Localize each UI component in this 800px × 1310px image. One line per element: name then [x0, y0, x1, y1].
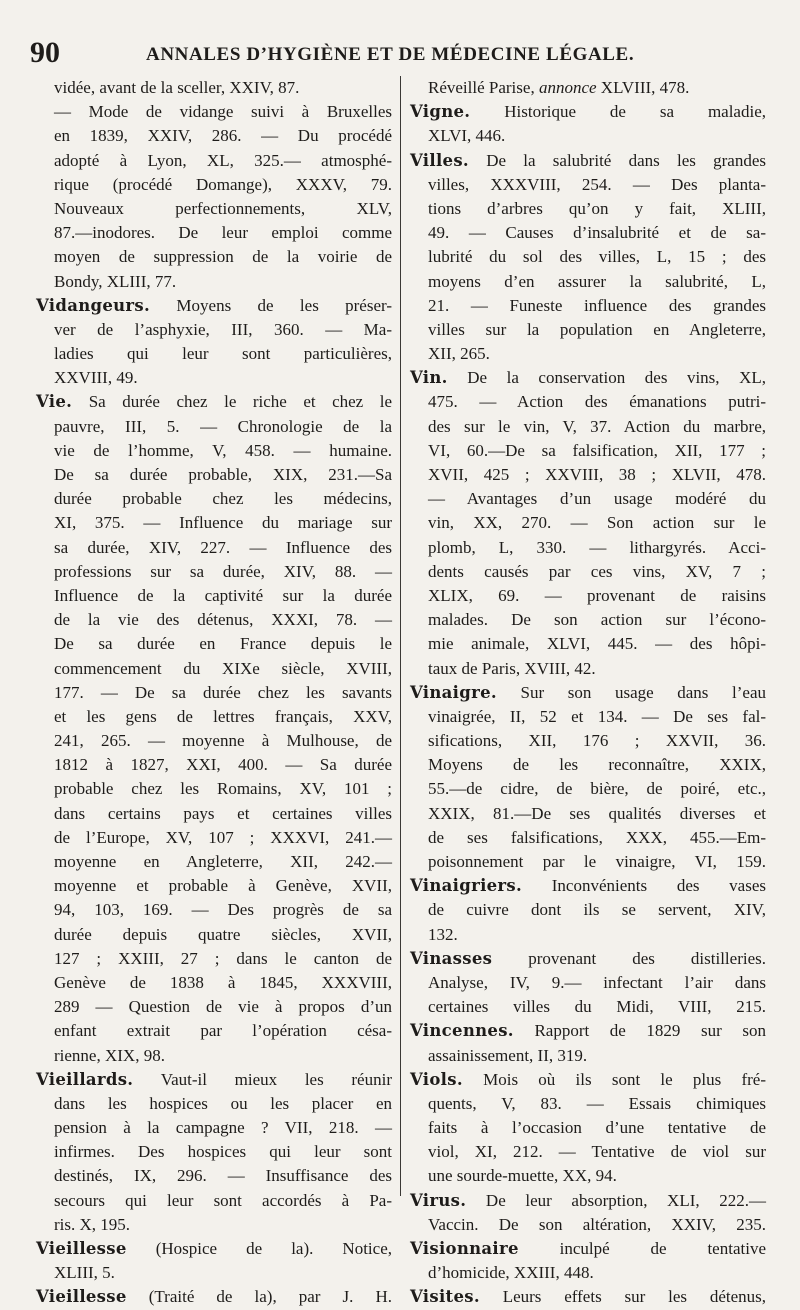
index-entry-text: ladies qui leur sont particulières, — [54, 344, 392, 364]
index-entry-text: de l’Europe, XV, 107 ; XXXVI, 241.— — [54, 827, 392, 847]
index-entry-line — [410, 802, 766, 826]
index-entry-line — [410, 415, 766, 439]
index-entry-line — [36, 342, 392, 366]
index-entry-line — [36, 874, 392, 898]
index-entry-headword-line — [36, 1068, 392, 1092]
index-entry-text: moyenne et probable à Genève, XVII, — [54, 876, 392, 896]
index-entry-line — [36, 560, 392, 584]
index-entry-text: pauvre, III, 5. — Chronologie de la — [54, 416, 392, 436]
index-entry-line — [36, 221, 392, 245]
index-entry-text: 475. — Action des émanations putri- — [428, 392, 766, 412]
index-entry-line — [410, 76, 766, 100]
index-entry-line — [410, 632, 766, 656]
index-entry-text: professions sur sa durée, XIV, 88. — — [54, 561, 392, 581]
index-headword: Vinaigriers. — [410, 876, 523, 896]
index-headword: Vigne. — [410, 102, 471, 122]
index-entry-text: Moyens de les préser- — [150, 295, 392, 315]
index-entry-text: 1812 à 1827, XXI, 400. — Sa durée — [54, 755, 392, 775]
index-entry-headword-line — [36, 390, 392, 414]
index-entry-text: (Hospice de la). Notice, — [126, 1239, 392, 1258]
index-entry-line — [410, 1116, 766, 1140]
index-entry-line — [410, 826, 766, 850]
index-entry-text: 177. — De sa durée chez les savants — [54, 682, 392, 702]
index-headword: Vin. — [410, 368, 448, 388]
index-entry-text: rique (procédé Domange), XXXV, 79. — [54, 174, 392, 194]
index-entry-headword-line — [36, 1237, 392, 1261]
index-entry-line — [36, 729, 392, 753]
index-entry-line — [36, 245, 392, 269]
index-entry-line — [36, 777, 392, 801]
index-entry-line — [36, 1189, 392, 1213]
index-entry-text: secours qui leur sont accordés à Pa- — [54, 1190, 392, 1210]
index-entry-line — [36, 898, 392, 922]
index-entry-text: dents causés par ces vins, XV, 7 ; — [428, 561, 766, 581]
index-entry-line — [410, 705, 766, 729]
index-entry-line — [410, 245, 766, 269]
index-headword: Vinaigre. — [410, 682, 497, 702]
index-headword: Vieillesse — [36, 1239, 127, 1258]
index-entry-text: infirmes. Des hospices qui leur sont — [54, 1142, 392, 1162]
index-entry-text: moyenne en Angleterre, XII, 242.— — [54, 852, 392, 871]
index-entry-headword-line — [410, 1285, 766, 1309]
index-entry-text: sa durée, XIV, 227. — Influence des — [54, 537, 392, 557]
index-entry-text: une sourde-muette, XX, 94. — [428, 1166, 617, 1186]
index-headword: Virus. — [410, 1190, 467, 1210]
index-entry-text: provenant des distilleries. — [492, 948, 766, 968]
index-headword: Villes. — [410, 150, 469, 170]
index-entry-line — [410, 1261, 766, 1285]
index-entry-line — [36, 1213, 392, 1237]
index-entry-line — [36, 923, 392, 947]
index-entry-text: 241, 265. — moyenne à Mulhouse, de — [54, 731, 392, 751]
index-entry-line — [410, 536, 766, 560]
index-entry-line — [36, 1116, 392, 1140]
index-entry-line — [410, 270, 766, 294]
index-entry-line — [410, 995, 766, 1019]
index-entry-text: ver de l’asphyxie, III, 360. — Ma- — [54, 319, 392, 339]
index-entry-text: Vaccin. De son altération, XXIV, 235. — [428, 1214, 766, 1234]
index-entry-headword-line — [36, 294, 392, 318]
index-entry-line — [36, 1261, 392, 1285]
index-entry-text: enfant extrait par l’opération césa- — [54, 1021, 392, 1041]
index-entry-line — [36, 995, 392, 1019]
index-entry-line — [36, 511, 392, 535]
index-entry-text: poisonnement par le vinaigre, VI, 159. — [428, 852, 766, 871]
index-entry-line — [36, 439, 392, 463]
index-entry-text: des sur le vin, V, 37. Action du marbre, — [428, 416, 766, 436]
index-entry-text: Sur son usage dans l’eau — [496, 682, 766, 702]
index-entry-text: moyens d’en assurer la salubrité, L, — [428, 271, 766, 291]
index-entry-line — [36, 124, 392, 148]
index-entry-text: XXIX, 81.—De ses qualités diverses et — [428, 803, 766, 823]
index-entry-text: Analyse, IV, 9.— infectant l’air dans — [428, 972, 766, 992]
index-entry-line — [36, 1044, 392, 1068]
index-entry-line — [36, 681, 392, 705]
index-entry-headword-line — [410, 149, 766, 173]
index-entry-line — [36, 100, 392, 124]
index-entry-headword-line — [410, 1189, 766, 1213]
index-headword: Visites. — [410, 1287, 480, 1307]
index-entry-line — [36, 584, 392, 608]
index-entry-text: 94, 103, 169. — Des progrès de sa — [54, 900, 392, 920]
index-entry-headword-line — [410, 1068, 766, 1092]
index-entry-text: vinaigrée, II, 52 et 134. — De ses fal- — [428, 706, 766, 726]
index-entry-line — [410, 777, 766, 801]
index-entry-line — [36, 850, 392, 874]
index-entry-headword-line — [410, 874, 766, 898]
index-entry-line — [36, 149, 392, 173]
index-entry-text: et les gens de lettres français, XXV, — [54, 706, 392, 726]
index-entry-text: dans certains pays et certaines villes — [54, 803, 392, 823]
index-entry-text: Historique de sa maladie, — [470, 102, 766, 122]
index-entry-line — [36, 197, 392, 221]
index-entry-text: villes, XXXVIII, 254. — Des planta- — [428, 174, 766, 194]
index-entry-text: ris. X, 195. — [54, 1214, 131, 1234]
index-entry-text: 132. — [428, 924, 458, 944]
index-entry-text: en 1839, XXIV, 286. — Du procédé — [54, 126, 392, 146]
index-entry-text: De la conservation des vins, XL, — [447, 368, 766, 388]
index-headword: Vie. — [36, 392, 73, 412]
index-entry-text: Vaut-il mieux les réunir — [133, 1069, 392, 1089]
index-entry-headword-line — [410, 1019, 766, 1043]
index-entry-line — [410, 657, 766, 681]
index-entry-line — [410, 971, 766, 995]
index-entry-text: 87.—inodores. De leur emploi comme — [54, 223, 392, 243]
index-entry-text: vie de l’homme, V, 458. — humaine. — [54, 440, 392, 460]
index-entry-headword-line — [410, 947, 766, 971]
index-entry-text: inculpé de tentative — [518, 1239, 766, 1258]
index-entry-line — [410, 439, 766, 463]
index-entry-text: lubrité du sol des villes, L, 15 ; des — [428, 247, 766, 267]
right-column — [410, 76, 766, 1310]
index-headword: Vinasses — [410, 948, 493, 968]
index-entry-line — [410, 584, 766, 608]
index-entry-text: durée depuis quatre siècles, XVII, — [54, 924, 392, 944]
index-entry-line — [36, 705, 392, 729]
index-entry-line — [410, 923, 766, 947]
index-entry-text: 49. — Causes d’insalubrité et de sa- — [428, 223, 766, 243]
index-entry-text: XXVIII, 49. — [54, 368, 138, 388]
index-entry-line — [36, 608, 392, 632]
index-entry-line — [410, 753, 766, 777]
index-entry-text: De sa durée probable, XIX, 231.—Sa — [54, 465, 392, 484]
index-entry-text: vidée, avant de la sceller, XXIV, 87. — [54, 78, 300, 97]
index-headword: Visionnaire — [410, 1239, 519, 1258]
index-entry-line — [410, 197, 766, 221]
index-entry-line — [410, 221, 766, 245]
index-entry-text: rienne, XIX, 98. — [54, 1045, 165, 1065]
index-entry-line — [410, 342, 766, 366]
index-entry-text: destinés, IX, 296. — Insuffisance des — [54, 1166, 392, 1186]
index-entry-line — [36, 947, 392, 971]
index-entry-line — [36, 173, 392, 197]
index-entry-text: 289 — Question de vie à propos d’un — [54, 997, 392, 1017]
index-entry-text: adopté à Lyon, XL, 325.— atmosphé- — [54, 150, 392, 170]
page-header — [0, 36, 800, 76]
index-entry-text: XLVI, 446. — [428, 126, 506, 146]
index-entry-text: Leurs effets sur les détenus, — [479, 1287, 766, 1307]
index-entry-line — [36, 802, 392, 826]
index-entry-line — [410, 511, 766, 535]
index-entry-line — [36, 632, 392, 656]
index-headword: Vincennes. — [410, 1021, 514, 1041]
index-entry-line — [36, 536, 392, 560]
index-entry-line — [410, 1092, 766, 1116]
index-entry-text: De leur absorption, XLI, 222.— — [466, 1190, 766, 1210]
index-entry-line — [36, 270, 392, 294]
index-entry-line — [36, 76, 392, 100]
index-columns — [0, 76, 800, 1307]
index-entry-text: de ses falsifications, XXX, 455.—Em- — [428, 827, 766, 847]
index-entry-text: taux de Paris, XVIII, 42. — [428, 658, 596, 678]
index-entry-line — [410, 1140, 766, 1164]
index-entry-headword-line — [410, 681, 766, 705]
index-entry-headword-line — [410, 100, 766, 124]
index-entry-text: XII, 265. — [428, 344, 490, 364]
index-entry-line — [410, 173, 766, 197]
index-entry-headword-line — [410, 1237, 766, 1261]
index-entry-line — [410, 850, 766, 874]
index-entry-text: commencement du XIXe siècle, XVIII, — [54, 658, 392, 678]
index-entry-text: XLIX, 69. — provenant de raisins — [428, 585, 766, 605]
index-entry-text: de cuivre dont ils se servent, XIV, — [428, 900, 766, 920]
index-entry-line — [36, 366, 392, 390]
index-entry-text: Sa durée chez le riche et chez le — [72, 392, 392, 412]
index-entry-line — [36, 971, 392, 995]
column-divider — [400, 76, 401, 1196]
index-entry-text: certaines villes du Midi, VIII, 215. — [428, 997, 766, 1017]
index-entry-text: 21. — Funeste influence des grandes — [428, 295, 766, 315]
index-entry-line — [36, 463, 392, 487]
index-entry-line — [36, 415, 392, 439]
index-entry-line — [410, 487, 766, 511]
index-entry-text: XI, 375. — Influence du mariage sur — [54, 513, 392, 533]
index-entry-text: Bondy, XLIII, 77. — [54, 271, 177, 291]
index-entry-text: durée probable chez les médecins, — [54, 489, 392, 509]
index-entry-line — [36, 753, 392, 777]
index-entry-text: XLVIII, 478. — [596, 78, 690, 97]
index-entry-line — [36, 1164, 392, 1188]
index-entry-text: 127 ; XXIII, 27 ; dans le canton de — [54, 948, 392, 968]
index-entry-text: vin, XX, 270. — Son action sur le — [428, 513, 766, 533]
index-entry-text: 55.—de cidre, de bière, de poiré, etc., — [428, 779, 766, 799]
index-entry-line — [36, 1140, 392, 1164]
index-entry-text: Rapport de 1829 sur son — [513, 1021, 766, 1041]
index-entry-text: Moyens de les reconnaître, XXIX, — [428, 755, 766, 775]
index-entry-text: — Mode de vidange suivi à Bruxelles — [54, 102, 392, 122]
index-entry-text: Mois où ils sont le plus fré- — [462, 1069, 766, 1089]
index-entry-line — [410, 1044, 766, 1068]
index-entry-text: quents, V, 83. — Essais chimiques — [428, 1093, 766, 1113]
running-head: ANNALES D’HYGIÈNE ET DE MÉDECINE LÉGALE. — [146, 44, 635, 65]
index-entry-text: probable chez les Romains, XV, 101 ; — [54, 779, 392, 799]
index-entry-text: Nouveaux perfectionnements, XLV, — [54, 198, 392, 218]
index-entry-headword-line — [410, 366, 766, 390]
index-entry-line — [410, 318, 766, 342]
index-entry-text: de la vie des détenus, XXXI, 78. — — [54, 610, 392, 630]
index-entry-line — [410, 390, 766, 414]
index-entry-text: plomb, L, 330. — lithargyrés. Acci- — [428, 537, 766, 557]
index-entry-text: assainissement, II, 319. — [428, 1045, 588, 1065]
index-entry-text: sifications, XII, 176 ; XXVII, 36. — [428, 731, 766, 751]
index-entry-text: dans les hospices ou les placer en — [54, 1093, 392, 1113]
index-headword: Vieillesse — [36, 1287, 127, 1307]
index-headword: Vidangeurs. — [36, 295, 151, 315]
index-entry-text: pension à la campagne ? VII, 218. — — [54, 1118, 392, 1138]
index-entry-text: Influence de la captivité sur la durée — [54, 585, 392, 605]
index-entry-text: De sa durée en France depuis le — [54, 634, 392, 654]
index-entry-text: malades. De son action sur l’écono- — [428, 610, 766, 630]
index-headword: Viols. — [410, 1069, 463, 1089]
index-entry-text: Inconvénients des vases — [522, 876, 766, 896]
index-entry-text: viol, XI, 212. — Tentative de viol sur — [428, 1142, 766, 1162]
index-entry-line — [410, 294, 766, 318]
index-entry-text: mie animale, XLVI, 445. — des hôpi- — [428, 634, 766, 654]
index-headword: Vieillards. — [36, 1069, 134, 1089]
index-entry-italic: annonce — [538, 78, 597, 97]
index-entry-text: Réveillé Parise, — [428, 78, 539, 97]
index-entry-headword-line — [36, 1285, 392, 1309]
index-entry-line — [410, 898, 766, 922]
index-entry-text: XVII, 425 ; XXVIII, 38 ; XLVII, 478. — [428, 465, 766, 484]
index-entry-text: d’homicide, XXIII, 448. — [428, 1263, 594, 1283]
index-entry-line — [410, 124, 766, 148]
index-entry-line — [36, 657, 392, 681]
index-entry-text: XLIII, 5. — [54, 1263, 115, 1283]
index-entry-text: VI, 60.—De sa falsification, XII, 177 ; — [428, 440, 766, 460]
index-entry-line — [36, 826, 392, 850]
index-entry-line — [410, 608, 766, 632]
index-entry-text: — Avantages d’un usage modéré du — [428, 489, 766, 509]
index-entry-line — [410, 560, 766, 584]
index-entry-line — [36, 1019, 392, 1043]
index-entry-text: moyen de suppression de la voirie de — [54, 247, 392, 267]
index-entry-line — [36, 318, 392, 342]
page-number: 90 — [30, 36, 60, 69]
index-entry-line — [36, 487, 392, 511]
index-entry-text: De la salubrité dans les grandes — [468, 150, 766, 170]
index-entry-text: (Traité de la), par J. H. — [126, 1287, 392, 1307]
index-entry-line — [410, 1213, 766, 1237]
index-entry-line — [410, 729, 766, 753]
index-entry-text: tions d’arbres qu’on y fait, XLIII, — [428, 198, 766, 218]
left-column — [36, 76, 392, 1310]
index-entry-line — [410, 1164, 766, 1188]
index-entry-text: Genève de 1838 à 1845, XXXVIII, — [54, 972, 392, 992]
index-entry-line — [410, 463, 766, 487]
index-entry-text: faits à l’occasion d’une tentative de — [428, 1118, 766, 1138]
index-entry-line — [36, 1092, 392, 1116]
index-entry-text: villes sur la population en Angleterre, — [428, 319, 766, 339]
